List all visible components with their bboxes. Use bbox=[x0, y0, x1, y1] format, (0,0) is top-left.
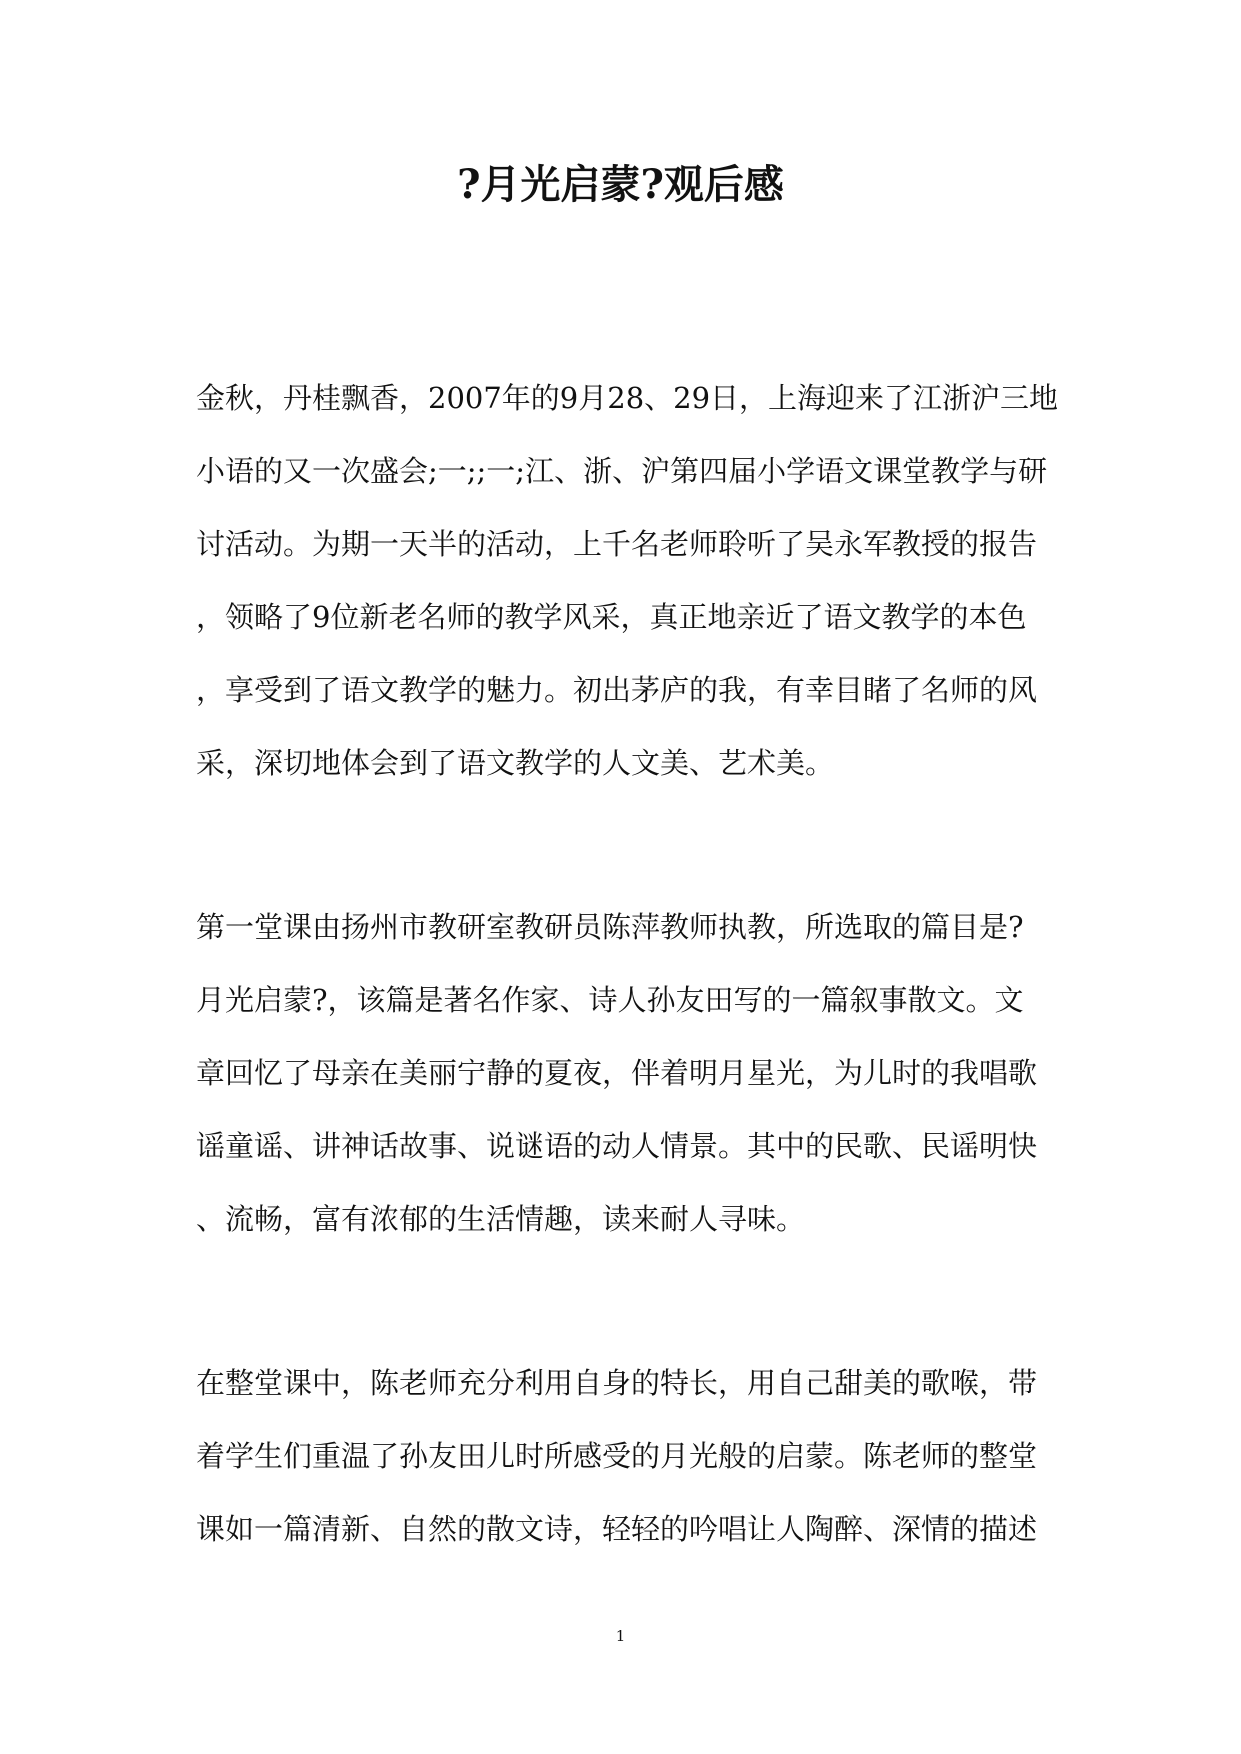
paragraph-1-line-6: 采，深切地体会到了语文教学的人文美、艺术美。 bbox=[196, 746, 835, 780]
paragraph-3-line-3: 课如一篇清新、自然的散文诗，轻轻的吟唱让人陶醉、深情的描述 bbox=[196, 1512, 1038, 1546]
page-number: 1 bbox=[615, 1627, 626, 1645]
paragraph-1-line-3: 讨活动。为期一天半的活动，上千名老师聆听了吴永军教授的报告 bbox=[196, 527, 1038, 561]
paragraph-3-line-1: 在整堂课中，陈老师充分利用自身的特长，用自己甜美的歌喉，带 bbox=[196, 1366, 1038, 1400]
paragraph-2-line-3: 章回忆了母亲在美丽宁静的夏夜，伴着明月星光，为儿时的我唱歌 bbox=[196, 1056, 1038, 1090]
paragraph-1-line-4: ，领略了9位新老名师的教学风采，真正地亲近了语文教学的本色 bbox=[196, 600, 1027, 634]
paragraph-1-line-2: 小语的又一次盛会;一;;一;江、浙、沪第四届小学语文课堂教学与研 bbox=[196, 454, 1048, 488]
paragraph-2-line-5: 、流畅，富有浓郁的生活情趣，读来耐人寻味。 bbox=[196, 1202, 806, 1236]
document-title: ?月光启蒙?观后感 bbox=[457, 161, 784, 208]
paragraph-3-line-2: 着学生们重温了孙友田儿时所感受的月光般的启蒙。陈老师的整堂 bbox=[196, 1439, 1038, 1473]
paragraph-2-line-4: 谣童谣、讲神话故事、说谜语的动人情景。其中的民歌、民谣明快 bbox=[196, 1129, 1038, 1163]
paragraph-2-line-1: 第一堂课由扬州市教研室教研员陈萍教师执教，所选取的篇目是? bbox=[196, 910, 1024, 944]
paragraph-2-line-2: 月光启蒙?，该篇是著名作家、诗人孙友田写的一篇叙事散文。文 bbox=[196, 983, 1024, 1017]
paragraph-1-line-5: ，享受到了语文教学的魅力。初出茅庐的我，有幸目睹了名师的风 bbox=[196, 673, 1038, 707]
paragraph-1-line-1: 金秋，丹桂飘香，2007年的9月28、29日，上海迎来了江浙沪三地 bbox=[196, 381, 1059, 415]
